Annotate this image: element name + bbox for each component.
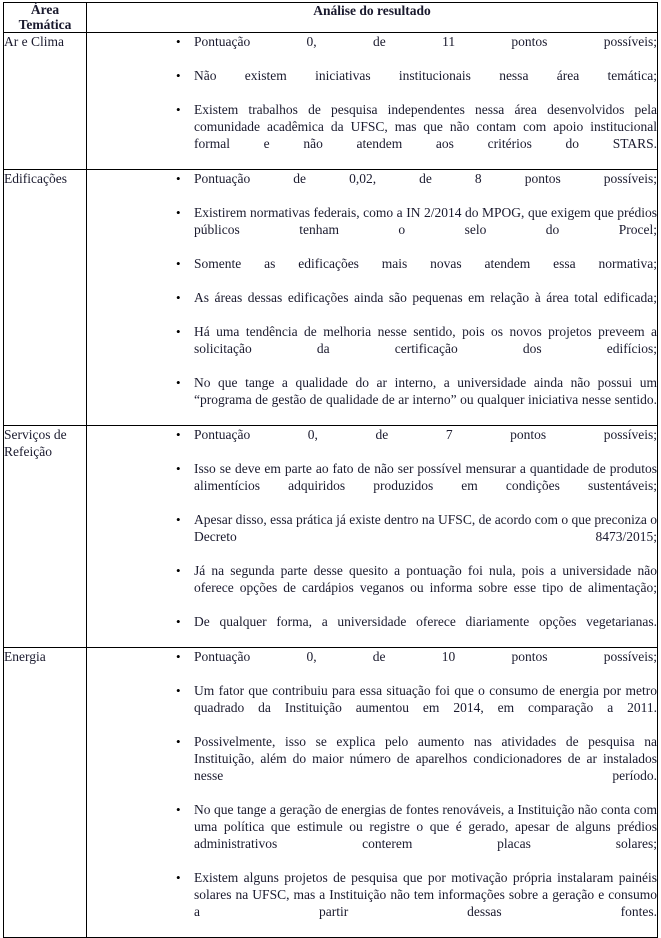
list-item-text: • Existem alguns projetos de pesquisa que por motivação própria instalaram painéis solares na UFSC, mas a Instituição não tem informações sobre a geração e consumo a partir dessas fontes. [194,870,657,919]
list-item-text: • No que tange a qualidade do ar interno, a universidade ainda não possui um “programa de gestão de qualidade de ar interno” ou qualquer iniciativa nesse sentido. [194,375,657,407]
list-item [169,426,657,460]
table-header-row [4,3,658,33]
list-item [169,562,657,613]
area-label-line: Ar e Clima [4,34,64,49]
results-table [3,2,658,938]
analysis-cell-ar-e-clima [87,33,658,170]
area-label-line: Serviços de [4,427,67,442]
area-label-line: Energia [4,649,46,664]
list-item [169,733,657,801]
list-item [169,869,657,937]
bullet-list [87,648,657,937]
list-item [169,170,657,204]
list-item [169,648,657,682]
list-item [169,101,657,169]
area-cell-energia [4,648,87,938]
list-item [169,460,657,511]
area-cell-servicos-de-refeicao [4,426,87,648]
list-item-text: • No que tange a geração de energias de fontes renováveis, a Instituição não conta com uma política que estimule ou registre o que é gerado, apesar de alguns prédios administrativos conterem placas solares; [194,802,657,851]
list-item [169,289,657,323]
area-label-line: Edificações [4,171,67,186]
column-header-area-tematica [4,3,87,33]
area-cell-ar-e-clima [4,33,87,170]
area-label-line: Refeição [4,444,52,459]
list-item [169,323,657,374]
analysis-cell-servicos-de-refeicao [87,426,658,648]
list-item-text: • Possivelmente, isso se explica pelo aumento nas atividades de pesquisa na Instituição, além do maior número de aparelhos condicionadores de ar instalados nesse período. [194,734,657,783]
list-item [169,613,657,647]
list-item-text: • Um fator que contribuiu para essa situação foi que o consumo de energia por metro quadrado da Instituição aumentou em 2014, em comparação a 2011. [194,683,657,715]
table-row [4,170,658,426]
list-item [169,682,657,733]
table-row [4,33,658,170]
list-item-text: • Pontuação de 0,02, de 8 pontos possíveis; [194,171,657,186]
column-header-analise-do-resultado: Análise do resultado [87,3,658,33]
list-item [169,33,657,67]
list-item [169,204,657,255]
table-row [4,426,658,648]
list-item-text: • Apesar disso, essa prática já existe dentro na UFSC, de acordo com o que preconiza o Decreto 8473/2015; [194,512,657,544]
list-item [169,374,657,425]
list-item-text: • De qualquer forma, a universidade oferece diariamente opções vegetarianas. [194,614,657,629]
column-header-area-line2: Temática [18,16,72,32]
list-item [169,67,657,101]
analysis-cell-edificacoes [87,170,658,426]
list-item [169,511,657,562]
list-item-text: • Pontuação 0, de 11 pontos possíveis; [194,34,657,49]
table-row [4,648,658,938]
area-cell-edificacoes [4,170,87,426]
analysis-cell-energia [87,648,658,938]
list-item [169,255,657,289]
list-item-text: • Não existem iniciativas institucionais nessa área temática; [194,68,657,83]
list-item-text: • Isso se deve em parte ao fato de não ser possível mensurar a quantidade de produtos alimentícios adquiridos produzidos em condições sustentáveis; [194,461,657,493]
list-item-text: • Pontuação 0, de 10 pontos possíveis; [194,649,657,664]
table-header [4,3,658,33]
list-item-text: • Existirem normativas federais, como a IN 2/2014 do MPOG, que exigem que prédios públicos tenham o selo do Procel; [194,205,657,237]
list-item-text: • Existem trabalhos de pesquisa independentes nessa área desenvolvidos pela comunidade acadêmica da UFSC, mas que não contam com apoio institucional formal e não atendem aos critérios do STARS. [194,102,657,151]
list-item-text: • Pontuação 0, de 7 pontos possíveis; [194,427,657,442]
bullet-list [87,33,657,169]
column-header-area-line1: Área [30,2,60,17]
list-item-text: • Há uma tendência de melhoria nesse sentido, pois os novos projetos preveem a solicitação da certificação dos edifícios; [194,324,657,356]
list-item-text: • As áreas dessas edificações ainda são pequenas em relação à área total edificada; [194,290,657,305]
list-item-text: • Somente as edificações mais novas atendem essa normativa; [194,256,657,271]
bullet-list [87,170,657,425]
list-item-text: • Já na segunda parte desse quesito a pontuação foi nula, pois a universidade não oferece opções de cardápios veganos ou informa sobre esse tipo de alimentação; [194,563,657,595]
list-item [169,801,657,869]
table-body [4,33,658,938]
